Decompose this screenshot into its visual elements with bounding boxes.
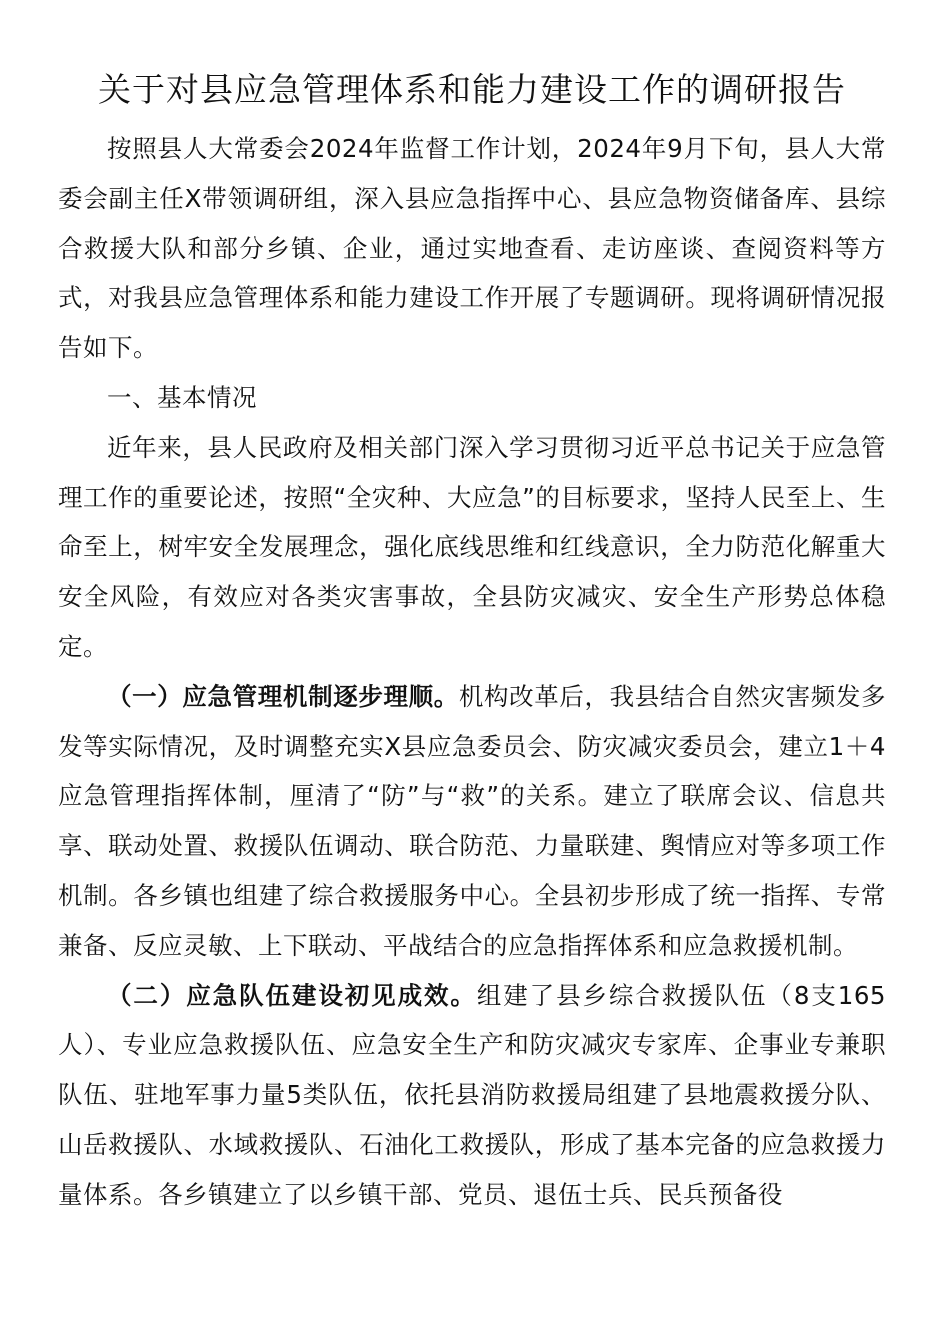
item-1-lead: （一）应急管理机制逐步理顺。 bbox=[107, 681, 459, 711]
document-title: 关于对县应急管理体系和能力建设工作的调研报告 bbox=[98, 70, 846, 109]
section-heading-basic-situation: 一、基本情况 bbox=[107, 382, 257, 412]
item-1-body: 机构改革后，我县结合自然灾害频发多发等实际情况，及时调整充实X县应急委员会、防灾减灾委员会，建立1＋4应急管理指挥体制，厘清了“防”与“救”的关系。建立了联席会议、信息共享、联动处置、救援队伍调动、联合防范、力量联建、舆情应对等多项工作机制。各乡镇也组建了综合救援服务中心。全县初步形成了统一指挥、专常兼备、反应灵敏、上下联动、平战结合的应急指挥体系和应急救援机制。 bbox=[58, 681, 887, 960]
item-2-body: 组建了县乡综合救援队伍（8支165人）、专业应急救援队伍、应急安全生产和防灾减灾专家库、企事业专兼职队伍、驻地军事力量5类队伍，依托县消防救援局组建了县地震救援分队、山岳救援队、水域救援队、石油化工救援队，形成了基本完备的应急救援力量体系。各乡镇建立了以乡镇干部、党员、退伍士兵、民兵预备役 bbox=[58, 980, 886, 1209]
intro-paragraph: 按照县人大常委会2024年监督工作计划，2024年9月下旬，县人大常委会副主任X带领调研组，深入县应急指挥中心、县应急物资储备库、县综合救援大队和部分乡镇、企业，通过实地查看、走访座谈、查阅资料等方式，对我县应急管理体系和能力建设工作开展了专题调研。现将调研情况报告如下。 bbox=[58, 134, 886, 363]
basic-situation-paragraph: 近年来，县人民政府及相关部门深入学习贯彻习近平总书记关于应急管理工作的重要论述，按照“全灾种、大应急”的目标要求，坚持人民至上、生命至上，树牢安全发展理念，强化底线思维和红线意识，全力防范化解重大安全风险，有效应对各类灾害事故，全县防灾减灾、安全生产形势总体稳定。 bbox=[58, 432, 886, 661]
item-1-paragraph bbox=[58, 672, 886, 971]
item-2-paragraph bbox=[58, 971, 886, 1220]
item-2-lead: （二）应急队伍建设初见成效。 bbox=[107, 980, 477, 1010]
